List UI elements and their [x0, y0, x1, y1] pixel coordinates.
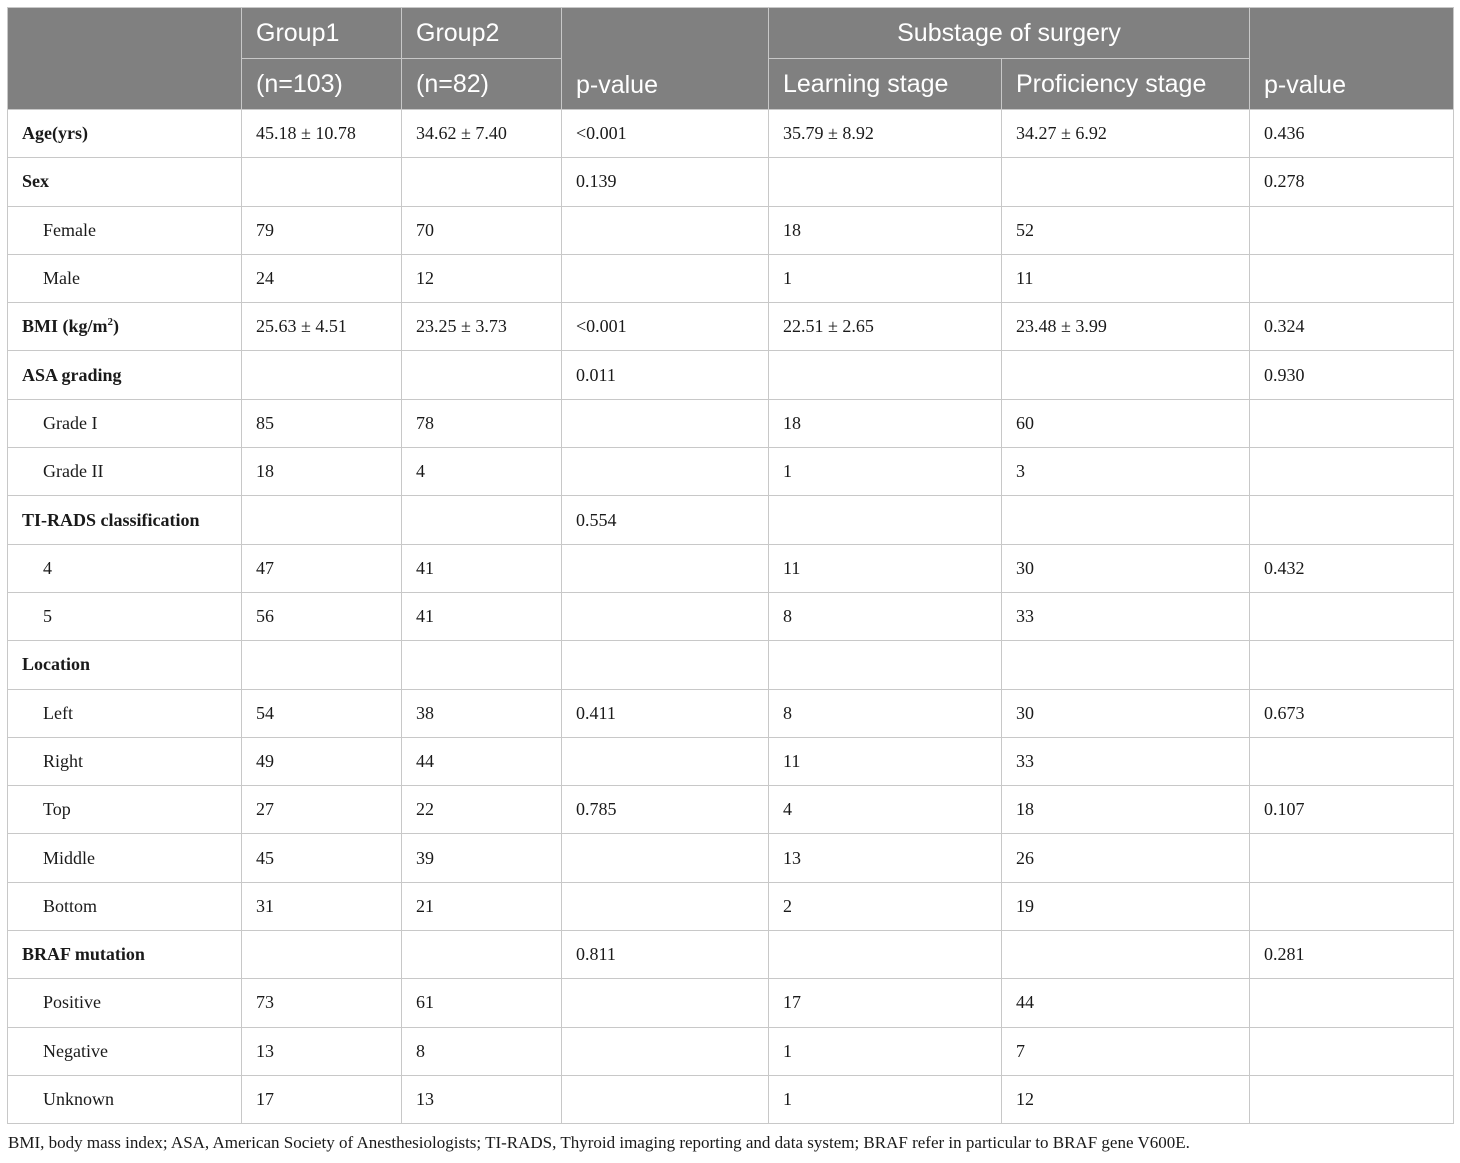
cell-pvalue-1	[562, 206, 769, 254]
row-label: TI-RADS classification	[8, 496, 242, 544]
cell-group1: 25.63 ± 4.51	[242, 303, 402, 351]
cell-proficiency-stage	[1002, 496, 1250, 544]
cell-learning-stage: 17	[769, 979, 1002, 1027]
cell-group1: 45	[242, 834, 402, 882]
cell-proficiency-stage: 18	[1002, 786, 1250, 834]
table-row	[8, 448, 1454, 496]
cell-group2: 44	[402, 737, 562, 785]
row-label: 4	[8, 544, 242, 592]
cell-pvalue-2: 0.673	[1250, 689, 1454, 737]
header-group2: Group2	[402, 8, 562, 59]
header-blank	[8, 8, 242, 110]
cell-group2: 61	[402, 979, 562, 1027]
row-label: Positive	[8, 979, 242, 1027]
cell-group1: 31	[242, 882, 402, 930]
cell-pvalue-1	[562, 399, 769, 447]
table-row	[8, 206, 1454, 254]
cell-pvalue-1	[562, 882, 769, 930]
cell-learning-stage: 13	[769, 834, 1002, 882]
cell-pvalue-2	[1250, 641, 1454, 689]
cell-group1	[242, 931, 402, 979]
cell-group2: 78	[402, 399, 562, 447]
table-row	[8, 496, 1454, 544]
header-group1: Group1	[242, 8, 402, 59]
cell-learning-stage: 35.79 ± 8.92	[769, 110, 1002, 158]
cell-learning-stage	[769, 158, 1002, 206]
cell-group1	[242, 158, 402, 206]
cell-group2: 4	[402, 448, 562, 496]
table-row	[8, 786, 1454, 834]
row-label: Grade I	[8, 399, 242, 447]
cell-proficiency-stage: 30	[1002, 689, 1250, 737]
cell-learning-stage: 4	[769, 786, 1002, 834]
cell-proficiency-stage: 60	[1002, 399, 1250, 447]
cell-group2: 38	[402, 689, 562, 737]
table-row	[8, 254, 1454, 302]
cell-proficiency-stage: 44	[1002, 979, 1250, 1027]
row-label: BMI $(kg/m^2)$	[8, 303, 242, 351]
cell-group2: 12	[402, 254, 562, 302]
table-row	[8, 834, 1454, 882]
row-label: Left	[8, 689, 242, 737]
header-proficiency-stage: Proficiency stage	[1002, 59, 1250, 110]
cell-proficiency-stage: 30	[1002, 544, 1250, 592]
cell-pvalue-1	[562, 448, 769, 496]
row-label: Middle	[8, 834, 242, 882]
table-row	[8, 158, 1454, 206]
cell-learning-stage: 1	[769, 254, 1002, 302]
row-label: Age(yrs)	[8, 110, 242, 158]
cell-proficiency-stage	[1002, 351, 1250, 399]
comparison-table	[7, 7, 1454, 1124]
table-row	[8, 882, 1454, 930]
cell-group2: 70	[402, 206, 562, 254]
cell-proficiency-stage: 23.48 ± 3.99	[1002, 303, 1250, 351]
cell-learning-stage	[769, 641, 1002, 689]
cell-proficiency-stage	[1002, 158, 1250, 206]
cell-group2	[402, 158, 562, 206]
cell-learning-stage: 2	[769, 882, 1002, 930]
cell-pvalue-2: 0.278	[1250, 158, 1454, 206]
cell-group2: 39	[402, 834, 562, 882]
table-row	[8, 689, 1454, 737]
cell-pvalue-1: 0.785	[562, 786, 769, 834]
row-label: Sex	[8, 158, 242, 206]
cell-group1	[242, 351, 402, 399]
cell-group1: 85	[242, 399, 402, 447]
table-row	[8, 592, 1454, 640]
cell-proficiency-stage: 34.27 ± 6.92	[1002, 110, 1250, 158]
table-row	[8, 399, 1454, 447]
table-row	[8, 979, 1454, 1027]
cell-learning-stage: 11	[769, 544, 1002, 592]
cell-pvalue-1: 0.011	[562, 351, 769, 399]
cell-pvalue-2: 0.930	[1250, 351, 1454, 399]
row-label: Right	[8, 737, 242, 785]
cell-pvalue-2: 0.107	[1250, 786, 1454, 834]
cell-proficiency-stage: 7	[1002, 1027, 1250, 1075]
cell-group1: 17	[242, 1075, 402, 1123]
cell-pvalue-2	[1250, 448, 1454, 496]
cell-proficiency-stage: 12	[1002, 1075, 1250, 1123]
cell-pvalue-1: 0.811	[562, 931, 769, 979]
row-label: 5	[8, 592, 242, 640]
cell-pvalue-2: 0.281	[1250, 931, 1454, 979]
cell-proficiency-stage: 52	[1002, 206, 1250, 254]
cell-group2	[402, 496, 562, 544]
cell-group2: 8	[402, 1027, 562, 1075]
cell-group1: 47	[242, 544, 402, 592]
cell-pvalue-1	[562, 641, 769, 689]
cell-group1: 24	[242, 254, 402, 302]
cell-group2: 41	[402, 544, 562, 592]
cell-group1: 49	[242, 737, 402, 785]
cell-group1: 18	[242, 448, 402, 496]
row-label: Negative	[8, 1027, 242, 1075]
cell-learning-stage: 1	[769, 1075, 1002, 1123]
cell-pvalue-2	[1250, 737, 1454, 785]
header-pvalue-2: p-value	[1250, 8, 1454, 110]
cell-proficiency-stage: 3	[1002, 448, 1250, 496]
cell-proficiency-stage: 11	[1002, 254, 1250, 302]
header-group1-n: (n=103)	[242, 59, 402, 110]
cell-proficiency-stage: 26	[1002, 834, 1250, 882]
cell-pvalue-1	[562, 592, 769, 640]
cell-group1: 54	[242, 689, 402, 737]
cell-group2: 34.62 ± 7.40	[402, 110, 562, 158]
header-learning-stage: Learning stage	[769, 59, 1002, 110]
cell-pvalue-1	[562, 544, 769, 592]
cell-pvalue-1	[562, 979, 769, 1027]
table-row	[8, 303, 1454, 351]
cell-pvalue-2: 0.436	[1250, 110, 1454, 158]
cell-pvalue-2	[1250, 399, 1454, 447]
cell-learning-stage: 8	[769, 592, 1002, 640]
cell-group2: 23.25 ± 3.73	[402, 303, 562, 351]
row-label: Top	[8, 786, 242, 834]
cell-pvalue-2	[1250, 834, 1454, 882]
table-row	[8, 1075, 1454, 1123]
cell-learning-stage	[769, 931, 1002, 979]
cell-proficiency-stage: 33	[1002, 592, 1250, 640]
cell-group1	[242, 641, 402, 689]
cell-pvalue-1	[562, 737, 769, 785]
row-label: Bottom	[8, 882, 242, 930]
cell-group2: 21	[402, 882, 562, 930]
row-label: ASA grading	[8, 351, 242, 399]
table-row	[8, 737, 1454, 785]
table-row	[8, 110, 1454, 158]
cell-proficiency-stage	[1002, 641, 1250, 689]
cell-pvalue-2	[1250, 592, 1454, 640]
table-body	[8, 110, 1454, 1124]
row-label: Unknown	[8, 1075, 242, 1123]
cell-proficiency-stage: 19	[1002, 882, 1250, 930]
cell-pvalue-1: <0.001	[562, 303, 769, 351]
row-label: BRAF mutation	[8, 931, 242, 979]
cell-learning-stage: 22.51 ± 2.65	[769, 303, 1002, 351]
cell-learning-stage: 18	[769, 206, 1002, 254]
cell-learning-stage: 1	[769, 1027, 1002, 1075]
table-row	[8, 1027, 1454, 1075]
cell-group1: 27	[242, 786, 402, 834]
cell-pvalue-1: 0.411	[562, 689, 769, 737]
cell-pvalue-1: 0.554	[562, 496, 769, 544]
header-group2-n: (n=82)	[402, 59, 562, 110]
cell-group2: 13	[402, 1075, 562, 1123]
table-row	[8, 544, 1454, 592]
table-header	[8, 8, 1454, 110]
cell-pvalue-2: 0.324	[1250, 303, 1454, 351]
row-label: Grade II	[8, 448, 242, 496]
cell-pvalue-1	[562, 834, 769, 882]
table-row	[8, 351, 1454, 399]
cell-pvalue-1: <0.001	[562, 110, 769, 158]
cell-pvalue-1: 0.139	[562, 158, 769, 206]
table-row	[8, 641, 1454, 689]
cell-group2: 41	[402, 592, 562, 640]
cell-group1	[242, 496, 402, 544]
row-label: Female	[8, 206, 242, 254]
cell-learning-stage: 8	[769, 689, 1002, 737]
cell-learning-stage: 11	[769, 737, 1002, 785]
cell-group2	[402, 641, 562, 689]
cell-proficiency-stage	[1002, 931, 1250, 979]
row-label: Location	[8, 641, 242, 689]
cell-pvalue-2	[1250, 979, 1454, 1027]
row-label: Male	[8, 254, 242, 302]
cell-group1: 56	[242, 592, 402, 640]
table-row	[8, 931, 1454, 979]
cell-pvalue-2: 0.432	[1250, 544, 1454, 592]
header-pvalue-1: p-value	[562, 8, 769, 110]
cell-group1: 13	[242, 1027, 402, 1075]
cell-learning-stage	[769, 351, 1002, 399]
cell-proficiency-stage: 33	[1002, 737, 1250, 785]
cell-pvalue-2	[1250, 882, 1454, 930]
table-footnote: BMI, body mass index; ASA, American Society of Anesthesiologists; TI-RADS, Thyroid imaging reporting and data system; BRAF refer in particular to BRAF gene V600E.	[8, 1133, 1190, 1152]
cell-pvalue-2	[1250, 1075, 1454, 1123]
cell-pvalue-2	[1250, 1027, 1454, 1075]
cell-group1: 45.18 ± 10.78	[242, 110, 402, 158]
cell-pvalue-1	[562, 254, 769, 302]
cell-group2	[402, 351, 562, 399]
cell-pvalue-2	[1250, 206, 1454, 254]
cell-group1: 79	[242, 206, 402, 254]
cell-group2: 22	[402, 786, 562, 834]
cell-learning-stage: 18	[769, 399, 1002, 447]
header-substage: Substage of surgery	[769, 8, 1250, 59]
cell-group2	[402, 931, 562, 979]
cell-learning-stage: 1	[769, 448, 1002, 496]
cell-pvalue-2	[1250, 496, 1454, 544]
cell-group1: 73	[242, 979, 402, 1027]
cell-pvalue-2	[1250, 254, 1454, 302]
cell-pvalue-1	[562, 1075, 769, 1123]
cell-pvalue-1	[562, 1027, 769, 1075]
cell-learning-stage	[769, 496, 1002, 544]
